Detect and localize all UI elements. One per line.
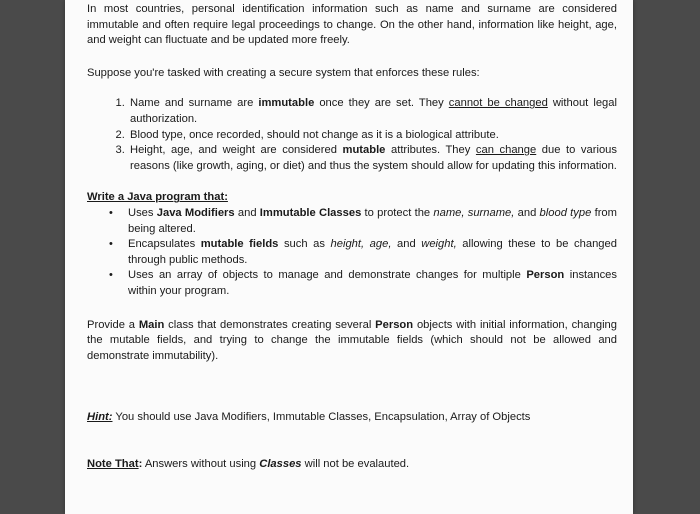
rule-item: 3. Height, age, and weight are considered mutable attributes. They can change due to various reasons (like growth, aging, or diet) and thus the system should allow for updating this information. xyxy=(128,143,617,174)
bullet-icon: • xyxy=(109,269,113,282)
hint-paragraph: Hint: You should use Java Modifiers, Immutable Classes, Encapsulation, Array of Objects xyxy=(87,411,531,424)
requirement-item: • Uses an array of objects to manage and demonstrate changes for multiple Person instances within your program. xyxy=(109,269,617,297)
rule-item: 2. Blood type, once recorded, should not change as it is a biological attribute. xyxy=(128,128,617,144)
document-page xyxy=(65,0,633,514)
bullet-icon: • xyxy=(109,238,113,251)
intro-paragraph: In most countries, personal identification information such as name and surname are considered immutable and often require legal proceedings to change. On the other hand, information like height, age, and weight can fluctuate and be updated more freely. xyxy=(87,3,617,47)
main-class-paragraph: Provide a Main class that demonstrates creating several Person objects with initial information, changing the mutable fields, and trying to change the immutable fields (which should not be allowed and demonstrate immutability). xyxy=(87,318,618,362)
requirement-item: • Encapsulates mutable fields such as height, age, and weight, allowing these to be changed through public methods. xyxy=(109,238,617,266)
rules-list xyxy=(87,96,617,174)
suppose-paragraph: Suppose you're tasked with creating a secure system that enforces these rules: xyxy=(87,66,480,79)
rule-item: 1. Name and surname are immutable once they are set. They cannot be changed without legal authorization. xyxy=(128,96,617,127)
note-paragraph: Note That: Answers without using Classes will not be evalauted. xyxy=(87,457,410,470)
program-heading: Write a Java program that: xyxy=(87,191,228,204)
note-label: Note That xyxy=(87,457,139,470)
bullet-icon: • xyxy=(109,206,113,219)
hint-label: Hint: xyxy=(87,411,113,424)
requirement-item: • Uses Java Modifiers and Immutable Classes to protect the name, surname, and blood type from being altered. xyxy=(109,206,617,235)
requirements-list xyxy=(87,206,617,300)
document-content xyxy=(87,2,617,472)
